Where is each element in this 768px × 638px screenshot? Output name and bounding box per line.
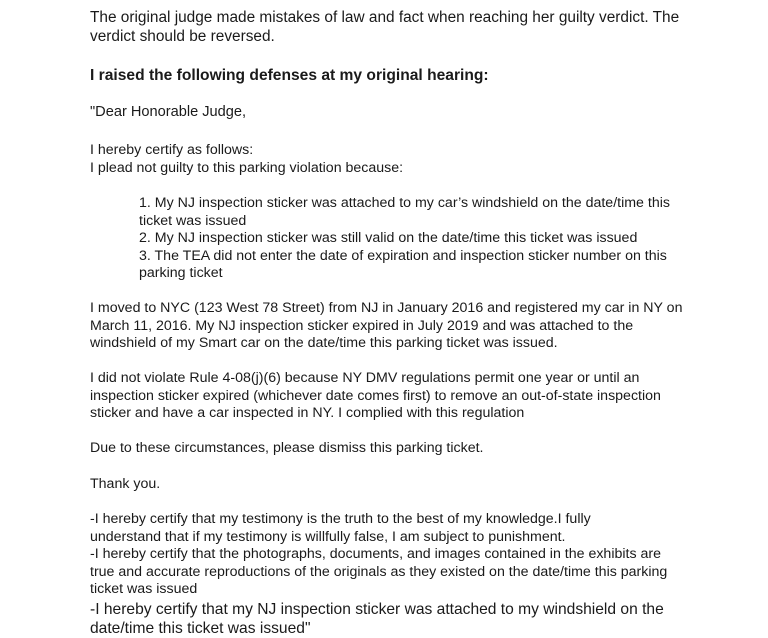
defenses-heading: I raised the following defenses at my original hearing:	[90, 67, 489, 84]
intro-paragraph: The original judge made mistakes of law and fact when reaching her guilty verdict. The verdict should be reversed.	[90, 9, 680, 45]
reasons-list	[139, 195, 684, 283]
dismiss-line: Due to these circumstances, please dismiss this parking ticket.	[90, 440, 484, 456]
certification-exhibits: -I hereby certify that the photographs, documents, and images contained in the exhibits are true and accurate reproductions of the originals as they existed on the date/time this parking ticket was issued	[90, 546, 668, 598]
plead-line: I plead not guilty to this parking violation because:	[90, 160, 404, 176]
certify-intro: I hereby certify as follows:	[90, 142, 254, 158]
list-item: 1. My NJ inspection sticker was attached to my car’s windshield on the date/time this ticket was issued	[139, 195, 670, 229]
moved-paragraph: I moved to NYC (123 West 78 Street) from NJ in January 2016 and registered my car in NY on March 11, 2016. My NJ inspection sticker expired in July 2019 and was attached to the windshield of my Smart car on the date/time this parking ticket was issued.	[90, 300, 683, 352]
list-item: 2. My NJ inspection sticker was still valid on the date/time this ticket was issued	[139, 230, 638, 247]
salutation: "Dear Honorable Judge,	[90, 104, 247, 120]
rule-paragraph: I did not violate Rule 4-08(j)(6) because NY DMV regulations permit one year or until an inspection sticker expired (whichever date comes first) to remove an out-of-state inspection sticker and have a car inspected in NY. I complied with this regulation	[90, 370, 661, 422]
certification-sticker: -I hereby certify that my NJ inspection sticker was attached to my windshield on the date/time this ticket was issued"	[90, 601, 664, 637]
certification-testimony: -I hereby certify that my testimony is the truth to the best of my knowledge.I fully understand that if my testimony is willfully false, I am subject to punishment.	[90, 511, 591, 545]
thanks-line: Thank you.	[90, 476, 161, 492]
list-item: 3. The TEA did not enter the date of expiration and inspection sticker number on this parking ticket	[139, 247, 667, 282]
